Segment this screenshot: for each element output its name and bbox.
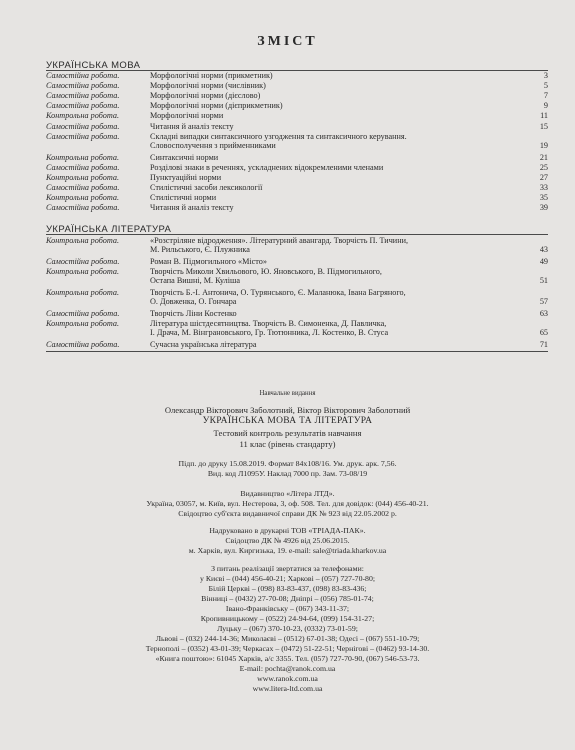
toc-entry-title: «Розстріляне відродження». Літературний авангард. Творчість П. Тичини, М. Рильського, Є. Плужника: [150, 236, 409, 255]
bottom-rule: [46, 351, 548, 352]
print-info-1: Підп. до друку 15.08.2019. Формат 84х108/16. Ум. друк. арк. 7,56.: [178, 459, 397, 468]
toc-entry-kind: Самостійна робота.: [46, 257, 120, 266]
sales-line: Луцьку – (067) 370-10-23, (0332) 73-01-59;: [217, 624, 358, 633]
toc-entry-kind: Самостійна робота.: [46, 101, 120, 111]
sales-line: Вінниці – (0432) 27-70-08; Дніпрі – (056) 785-01-74;: [201, 594, 374, 603]
toc-entry-title: Морфологічні норми (прикметник): [150, 71, 273, 80]
toc-entry-kind: Самостійна робота.: [46, 309, 120, 319]
website-ranok: www.ranok.com.ua: [257, 674, 318, 683]
toc-entry-kind: Контрольна робота.: [46, 193, 120, 202]
toc-entry-page: 63: [539, 309, 548, 319]
toc-entry-title: Морфологічні норми (числівник): [150, 81, 266, 91]
toc-entry: [46, 111, 548, 120]
toc-entry-title: Складні випадки синтаксичного узгодження та синтаксичного керування. Словосполучення з прийменниками: [150, 131, 407, 150]
toc-entry-title: Читання й аналіз тексту: [150, 121, 234, 131]
toc-entry-page: 15: [539, 121, 548, 131]
toc-entry-title: Сучасна українська література: [150, 340, 257, 350]
printer: Надруковано в друкарні ТОВ «ТРІАДА-ПАК».: [209, 526, 366, 535]
toc-entry-page: 51: [539, 276, 548, 286]
sales-line: Білій Церкві – (098) 83-83-437, (098) 83-83-436;: [208, 584, 367, 593]
section-rule: [46, 234, 548, 235]
toc-entry-kind: Контрольна робота.: [46, 267, 120, 277]
toc-entry: [46, 132, 548, 150]
toc-title: ЗМІСТ: [257, 34, 318, 49]
toc-entry: [46, 173, 548, 182]
toc-entry: [46, 288, 548, 306]
toc-entry-kind: Самостійна робота.: [46, 91, 120, 101]
toc-entry: [46, 101, 548, 110]
toc-entry-title: Читання й аналіз тексту: [150, 203, 234, 213]
toc-entry-page: 5: [543, 81, 548, 91]
toc-entry-kind: Контрольна робота.: [46, 111, 120, 121]
book-title: УКРАЇНСЬКА МОВА ТА ЛІТЕРАТУРА: [202, 416, 373, 426]
toc-entry-page: 65: [539, 328, 548, 338]
sales-line: Івано-Франківську – (067) 343-11-37;: [225, 604, 350, 613]
toc-entry: [46, 183, 548, 192]
printer-address: м. Харків, вул. Киргизька, 19. e-mail: sale@triada.kharkov.ua: [188, 546, 387, 555]
toc-entry-page: 33: [539, 182, 548, 192]
toc-entry-kind: Самостійна робота.: [46, 131, 120, 141]
email: E-mail: pochta@ranok.com.ua: [239, 664, 336, 673]
toc-entry-page: 39: [539, 203, 548, 213]
toc-entry-page: 49: [539, 257, 548, 266]
toc-entry: [46, 193, 548, 202]
toc-entry-title: Пунктуаційні норми: [150, 172, 222, 182]
toc-entry-kind: Самостійна робота.: [46, 71, 120, 80]
toc-entry-title: Морфологічні норми: [150, 111, 224, 121]
toc-entry-page: 19: [539, 140, 548, 150]
toc-entry-kind: Самостійна робота.: [46, 182, 120, 192]
toc-entry-kind: Самостійна робота.: [46, 81, 120, 91]
toc-entry: [46, 267, 548, 285]
toc-entry-page: 71: [539, 340, 548, 350]
toc-entry-title: Стилістичні норми: [150, 193, 217, 202]
toc-entry-kind: Самостійна робота.: [46, 162, 120, 172]
toc-entry-kind: Самостійна робота.: [46, 121, 120, 131]
toc-entry-title: Синтаксичні норми: [150, 152, 219, 162]
publisher: Видавництво «Літера ЛТД».: [240, 489, 335, 498]
toc-entry: [46, 81, 548, 90]
toc-entry: [46, 340, 548, 349]
website-litera: www.litera-ltd.com.ua: [252, 684, 323, 693]
toc-entry-page: 7: [543, 91, 548, 101]
toc-entry-kind: Контрольна робота.: [46, 236, 120, 245]
sales-line: у Києві – (044) 456-40-21; Харкові – (057) 727-70-80;: [199, 574, 376, 583]
authors: Олександр Вікторович Заболотний, Віктор Вікторович Заболотний: [164, 405, 411, 415]
toc-entry: [46, 257, 548, 266]
toc-entry-page: 57: [539, 297, 548, 307]
print-info-2: Вид. код Л1095У. Наклад 7000 пр. Зам. 73-08/19: [207, 469, 368, 478]
toc-entry: [46, 91, 548, 100]
toc-entry: [46, 71, 548, 80]
publisher-cert: Свідоцтво суб'єкта видавничої справи ДК № 923 від 22.05.2002 р.: [178, 509, 397, 518]
sales-line: Тернополі – (0352) 43-01-39; Черкасах – (0472) 51-22-51; Чернігові – (0462) 93-14-30.: [145, 644, 430, 653]
publisher-address: Україна, 03057, м. Київ, вул. Нестерова, 3, оф. 508. Тел. для довідок: (044) 456-40-21.: [146, 499, 429, 508]
section-heading-language: УКРАЇНСЬКА МОВА: [46, 60, 141, 71]
book-grade: 11 клас (рівень стандарту): [239, 439, 336, 449]
sales-heading: З питань реалізації звертатися за телефонами:: [211, 564, 364, 573]
toc-entry-page: 27: [539, 172, 548, 182]
toc-entry-page: 43: [539, 245, 548, 255]
toc-entry-page: 21: [539, 152, 548, 162]
book-subtitle: Тестовий контроль результатів навчання: [213, 428, 362, 438]
toc-entry-kind: Контрольна робота.: [46, 152, 120, 162]
toc-entry-title: Стилістичні засоби лексикології: [150, 182, 263, 192]
toc-entry-page: 9: [543, 101, 548, 111]
toc-entry-page: 35: [539, 193, 548, 202]
mail-order: «Книга поштою»: 61045 Харків, а/с 3355. Тел. (057) 727-70-90, (067) 546-53-73.: [155, 654, 420, 663]
toc-entry: [46, 203, 548, 212]
toc-entry-title: Творчість Б.-І. Антонича, О. Турянського, Є. Маланюка, Івана Багряного, О. Довженка, О. Гончара: [150, 288, 406, 307]
sales-line: Кропивницькому – (0522) 24-94-64, (099) 154-31-27;: [200, 614, 375, 623]
toc-entry: [46, 122, 548, 131]
toc-entry-kind: Контрольна робота.: [46, 319, 120, 329]
toc-entry-title: Морфологічні норми (дієприкметник): [150, 101, 283, 111]
toc-entry-page: 3: [543, 71, 548, 80]
toc-entry-title: Творчість Ліни Костенко: [150, 309, 237, 319]
toc-entry-kind: Самостійна робота.: [46, 340, 120, 350]
toc-entry: [46, 153, 548, 162]
printer-cert: Свідоцтво ДК № 4926 від 25.06.2015.: [225, 536, 350, 545]
toc-entry-title: Розділові знаки в реченнях, ускладнених відокремленими членами: [150, 162, 384, 172]
toc-entry: [46, 163, 548, 172]
toc-entry: [46, 236, 548, 254]
toc-entry-title: Творчість Миколи Хвильового, Ю. Яновського, В. Підмогильного, Остапа Вишні, М. Куліша: [150, 267, 382, 286]
toc-entry-kind: Контрольна робота.: [46, 288, 120, 298]
toc-entry-title: Література шістдесятництва. Творчість В. Симоненка, Д. Павличка, І. Драча, М. Вінграновського, Гр. Тютюнника, Л. Костенко, В. Стуса: [150, 319, 389, 338]
edition-label: Навчальне видання: [259, 390, 316, 397]
section-heading-literature: УКРАЇНСЬКА ЛІТЕРАТУРА: [46, 224, 172, 235]
toc-entry-kind: Контрольна робота.: [46, 172, 120, 182]
toc-entry: [46, 309, 548, 318]
toc-entry-title: Морфологічні норми (дієслово): [150, 91, 261, 101]
toc-entry: [46, 319, 548, 337]
toc-entry-title: Роман В. Підмогильного «Місто»: [150, 257, 267, 266]
toc-entry-page: 25: [539, 162, 548, 172]
sales-line: Львові – (032) 244-14-36; Миколаєві – (0512) 67-01-38; Одесі – (067) 551-10-79;: [155, 634, 420, 643]
toc-entry-kind: Самостійна робота.: [46, 203, 120, 213]
toc-entry-page: 11: [540, 111, 548, 121]
